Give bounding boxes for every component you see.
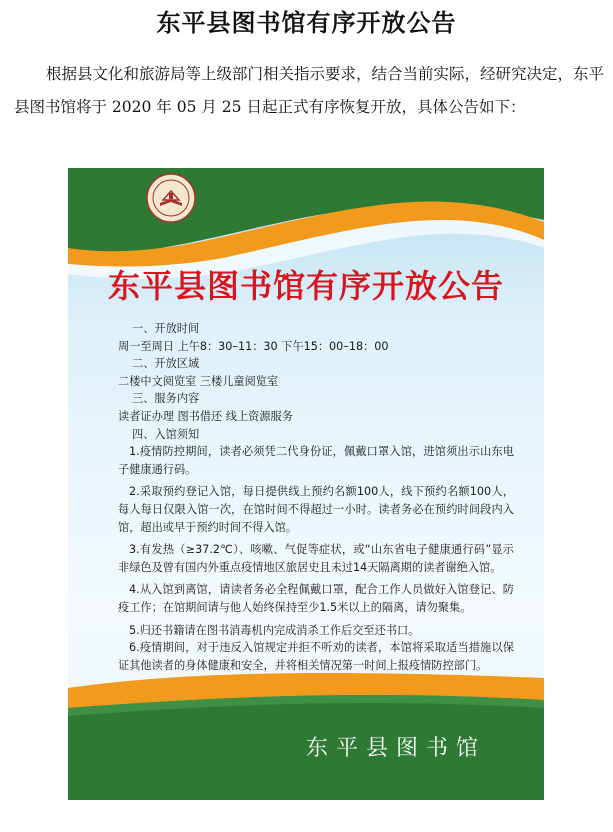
intro-paragraph: 根据县文化和旅游局等上级部门相关指示要求，结合当前实际，经研究决定，东平县图书馆将于 2020 年 05 月 25 日起正式有序恢复开放，具体公告如下：	[14, 65, 605, 116]
page-title: 东平县图书馆有序开放公告	[156, 8, 457, 37]
poster-title: 东平县图书馆有序开放公告	[107, 267, 504, 305]
rule-item: 4.从入馆到离馆，请读者务必全程佩戴口罩，配合工作人员做好入馆登记、防疫工作；在馆期间请与他人始终保持至少1.5米以上的隔离，请勿聚集。	[118, 583, 514, 614]
section-services-title: 三、服务内容	[132, 392, 200, 406]
section-entry-notice-title: 四、入馆须知	[132, 427, 200, 441]
rule-item: 3.有发热（≥37.2℃）、咳嗽、气促等症状，或“山东省电子健康通行码”显示非绿色及曾有国内外重点疫情地区旅居史且未过14天隔离期的读者谢绝入馆。	[118, 543, 514, 574]
section-open-areas-title: 二、开放区域	[132, 357, 200, 371]
poster-content	[118, 320, 514, 674]
rule-item: 1.疫情防控期间，读者必须凭二代身份证，佩戴口罩入馆，进馆须出示山东电子健康通行码。	[118, 445, 514, 476]
section-opening-hours-title: 一、开放时间	[132, 322, 200, 335]
section-services-body: 读者证办理 图书借还 线上资源服务	[118, 409, 293, 423]
section-open-areas-body: 二楼中文阅览室 三楼儿童阅览室	[118, 374, 279, 388]
rule-item: 2.采取预约登记入馆，每日提供线上预约名额100人，线下预约名额100人，每人每日仅限入馆一次，在馆时间不得超过一小时。读者务必在预约时间段内入馆，超出或早于预约时间不得入馆。	[118, 485, 514, 534]
announcement-poster	[68, 168, 544, 800]
rule-item: 5.归还书籍请在图书消毒机内完成消杀工作后交至还书口。	[129, 623, 420, 637]
section-opening-hours-body: 周一至周日 上午8：30–11：30 下午15：00–18：00	[118, 339, 389, 353]
poster-footer-library-name: 东平县图书馆	[306, 736, 487, 761]
library-logo	[146, 173, 196, 223]
rule-item: 6.疫情期间，对于违反入馆规定并拒不听劝的读者，本馆将采取适当措施以保证其他读者的身体健康和安全，并将相关情况第一时间上报疫情防控部门。	[118, 641, 514, 672]
